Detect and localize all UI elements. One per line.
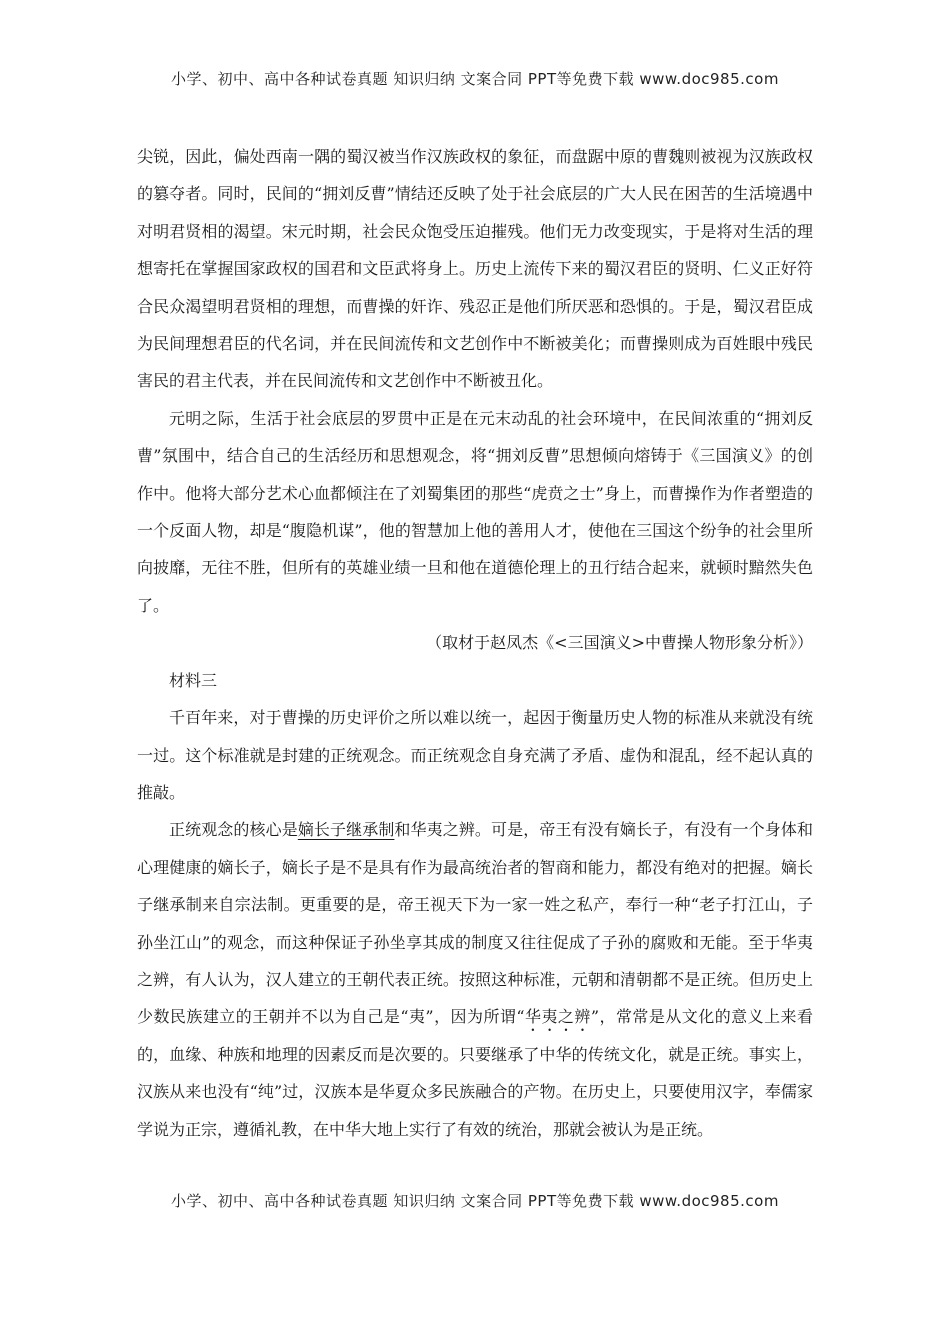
paragraph-3: 千百年来，对于曹操的历史评价之所以难以统一，起因于衡量历史人物的标准从来就没有统一过。这个标准就是封建的正统观念。而正统观念自身充满了矛盾、虚伪和混乱，经不起认真的推敲。 <box>137 708 813 802</box>
paragraph-1: 尖锐，因此，偏处西南一隅的蜀汉被当作汉族政权的象征，而盘踞中原的曹魏则被视为汉族政权的篡夺者。同时，民间的“拥刘反曹”情结还反映了处于社会底层的广大人民在困苦的生活境遇中对明君贤相的渴望。宋元时期，社会民众饱受压迫摧残。他们无力改变现实，于是将对生活的理想寄托在掌握国家政权的国君和文臣武将身上。历史上流传下来的蜀汉君臣的贤明、仁义正好符合民众渴望明君贤相的理想，而曹操的奸诈、残忍正是他们所厌恶和恐惧的。于是，蜀汉君臣成为民间理想君臣的代名词，并在民间流传和文艺创作中不断被美化；而曹操则成为百姓眼中残民害民的君主代表，并在民间流传和文艺创作中不断被丑化。 <box>137 147 813 391</box>
paragraph-2: 元明之际，生活于社会底层的罗贯中正是在元末动乱的社会环境中，在民间浓重的“拥刘反曹”氛围中，结合自己的生活经历和思想观念，将“拥刘反曹”思想倾向熔铸于《三国演义》的创作中。他将大部分艺术心血都倾注在了刘蜀集团的那些“虎贲之士”身上，而曹操作为作者塑造的一个反面人物，却是“腹隐机谋”，他的智慧加上他的善用人才，使他在三国这个纷争的社会里所向披靡，无往不胜，但所有的英雄业绩一旦和他在道德伦理上的丑行结合起来，就顿时黯然失色了。 <box>137 408 813 615</box>
underlined-term: 嫡长子继承制 <box>297 820 395 840</box>
paragraph-4-part-1: 正统观念的核心是 <box>169 820 298 840</box>
document-body <box>137 138 813 1148</box>
paragraph-4-part-2: 和华夷之辨。可是，帝王有没有嫡长子，有没有一个身体和心理健康的嫡长子，嫡长子是不是具有作为最高统治者的智商和能力，都没有绝对的把握。嫡长子继承制来自宗法制。更重要的是，帝王视天下为一家一姓之私产，奉行一种“老子打江山，子孙坐江山”的观念，而这种保证子孙坐享其成的制度又往往促成了子孙的腐败和无能。至于华夷之辨，有人认为，汉人建立的王朝代表正统。按照这种标准，元朝和清朝都不是正统。但历史上少数民族建立的王朝并不以为自己是“夷”，因为所谓“ <box>137 820 813 1027</box>
page-footer: 小学、初中、高中各种试卷真题 知识归纳 文案合同 PPT等免费下载 www.doc985.com <box>171 1192 779 1210</box>
paragraph-4-part-3: ”，常常是从文化的意义上来看的，血缘、种族和地理的因素反而是次要的。只要继承了中华的传统文化，就是正统。事实上，汉族从来也没有“纯”过，汉族本是华夏众多民族融合的产物。在历史上，只要使用汉字，奉儒家学说为正宗，遵循礼教，在中华大地上实行了有效的统治，那就会被认为是正统。 <box>137 1007 813 1139</box>
source-citation: （取材于赵凤杰《<三国演义>中曹操人物形象分析》） <box>426 633 813 653</box>
section-heading-material-3: 材料三 <box>169 670 218 690</box>
emphasized-term: 华夷之辨 <box>524 1007 591 1027</box>
paragraph-4 <box>137 811 813 1148</box>
page-header: 小学、初中、高中各种试卷真题 知识归纳 文案合同 PPT等免费下载 www.doc985.com <box>171 70 779 88</box>
